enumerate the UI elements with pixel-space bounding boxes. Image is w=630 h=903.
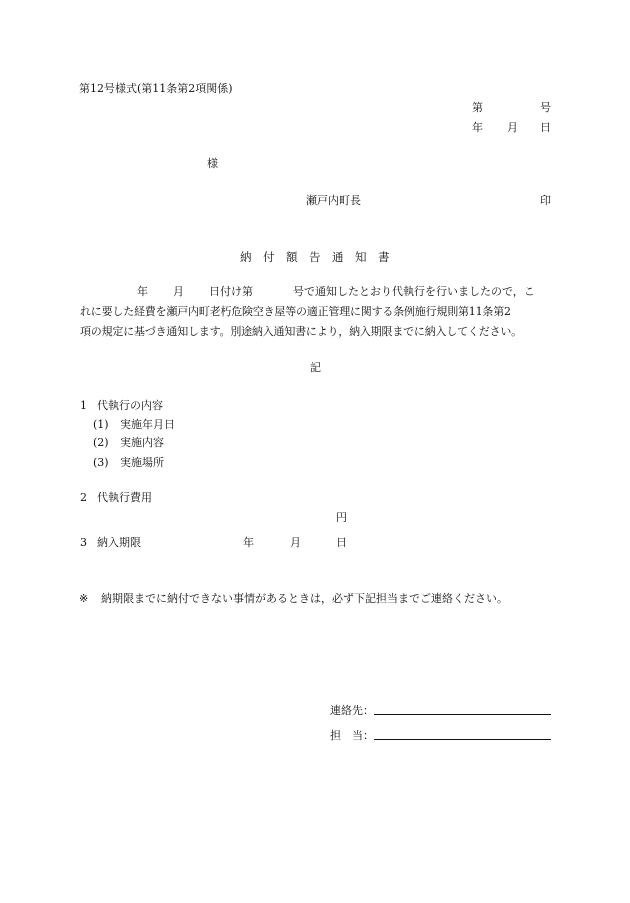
item1-num: 1: [80, 399, 87, 412]
deadline-day: 日: [336, 536, 347, 549]
person-label: 担 当：: [330, 729, 374, 742]
form-label: 第12号様式(第11条第2項関係): [79, 82, 233, 95]
item3-label: 納入期限: [97, 536, 141, 549]
sub3-label: 実施場所: [120, 456, 164, 469]
body-date-label: 日付け第: [209, 285, 253, 298]
document-title: 納 付 額 告 通 知 書: [240, 250, 390, 264]
sub1-label: 実施年月日: [120, 418, 175, 431]
sub1-num: (1): [93, 418, 109, 431]
sender-name: 瀬戸内町長: [306, 194, 361, 207]
body-line2: れに要した経費を瀬戸内町老朽危険空き屋等の適正管理に関する条例施行規則第11条第2: [80, 305, 511, 318]
body-month: 月: [173, 285, 184, 298]
body-year: 年: [137, 285, 148, 298]
note-mark: ※: [79, 592, 89, 605]
item2-num: 2: [80, 491, 87, 504]
sub3-num: (3): [93, 456, 109, 469]
date-year: 年: [472, 121, 483, 134]
sub2-label: 実施内容: [120, 436, 164, 449]
item3-num: 3: [80, 536, 87, 549]
deadline-month: 月: [290, 536, 301, 549]
contact-label: 連絡先：: [330, 704, 374, 717]
item2-label: 代執行費用: [97, 491, 152, 504]
sub2-num: (2): [93, 436, 109, 449]
note-text: 納期限までに納付できない事情があるときは，必ず下記担当までご連絡ください。: [101, 592, 508, 605]
number-suffix: 号: [540, 101, 551, 114]
person-line: [374, 739, 551, 740]
body-line1-rest: 号で通知したとおり代執行を行いましたので，こ: [293, 285, 535, 298]
date-month: 月: [507, 121, 518, 134]
item1-label: 代執行の内容: [97, 399, 163, 412]
yen-unit: 円: [336, 511, 347, 524]
body-line3: 項の規定に基づき通知します。別途納入通知書により，納入期限までに納入してください。: [80, 325, 522, 338]
date-day: 日: [540, 121, 551, 134]
seal-mark: 印: [540, 194, 551, 207]
contact-line: [374, 714, 551, 715]
number-prefix: 第: [472, 101, 483, 114]
addressee-suffix: 様: [207, 157, 218, 170]
ki-heading: 記: [310, 361, 321, 374]
deadline-year: 年: [243, 536, 254, 549]
